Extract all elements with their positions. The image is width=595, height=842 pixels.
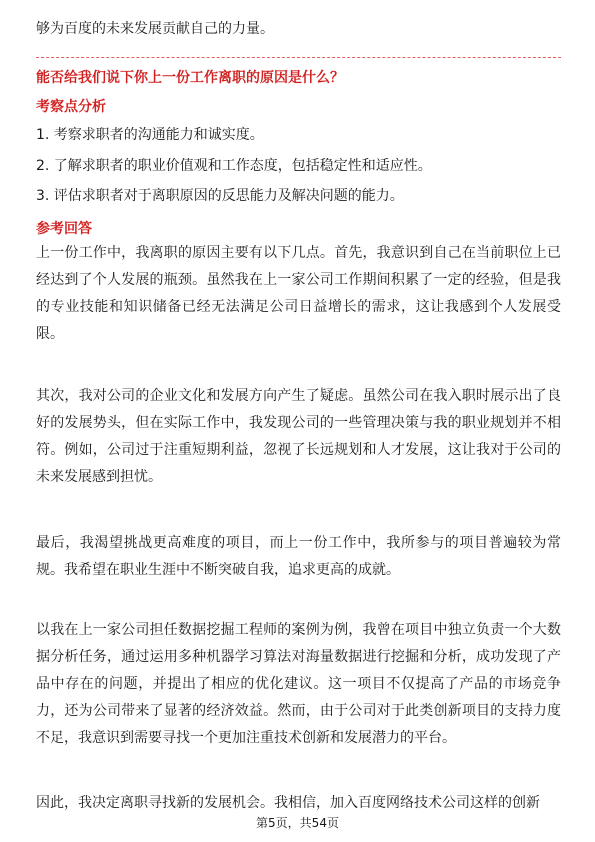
answer-paragraph: 其次，我对公司的企业文化和发展方向产生了疑虑。虽然公司在我入职时展示出了良好的发展势头，但在实际工作中，我发现公司的一些管理决策与我的职业规划并不相符。例如，公司过于注重短期利益，忽视了长远规划和人才发展，这让我对于公司的未来发展感到担忧。 (36, 388, 561, 485)
question-divider (36, 57, 561, 58)
answer-paragraph: 以我在上一家公司担任数据挖掘工程师的案例为例，我曾在项目中独立负责一个大数据分析任务，通过运用多种机器学习算法对海量数据进行挖掘和分析，成功发现了产品中存在的问题，并提出了相应的优化建议。这一项目不仅提高了产品的市场竞争力，还为公司带来了显著的经济效益。然而，由于公司对于此类创新项目的支持力度不足，我意识到需要寻找一个更加注重技术创新和发展潜力的平台。 (36, 622, 561, 746)
analysis-title: 考察点分析 (36, 99, 106, 115)
answer-paragraph: 最后，我渴望挑战更高难度的项目，而上一份工作中，我所参与的项目普遍较为常规。我希望在职业生涯中不断突破自我，追求更高的成就。 (36, 535, 561, 578)
analysis-point: 2. 了解求职者的职业价值观和工作态度，包括稳定性和适应性。 (36, 158, 432, 174)
answer-title: 参考回答 (36, 221, 92, 237)
analysis-point: 3. 评估求职者对于离职原因的反思能力及解决问题的能力。 (36, 188, 404, 204)
lead-text: 够为百度的未来发展贡献自己的力量。 (36, 21, 274, 37)
answer-paragraph: 因此，我决定离职寻找新的发展机会。我相信，加入百度网络技术公司这样的创新 (36, 795, 540, 811)
page-number: 第5页，共54页 (256, 816, 339, 830)
answer-paragraph: 上一份工作中，我离职的原因主要有以下几点。首先，我意识到自己在当前职位上已经达到了个人发展的瓶颈。虽然我在上一家公司工作期间积累了一定的经验，但是我的专业技能和知识储备已经无法满足公司日益增长的需求，这让我感到个人发展受限。 (36, 245, 561, 342)
analysis-point: 1. 考察求职者的沟通能力和诚实度。 (36, 127, 264, 143)
question-heading: 能否给我们说下你上一份工作离职的原因是什么？ (36, 70, 344, 86)
